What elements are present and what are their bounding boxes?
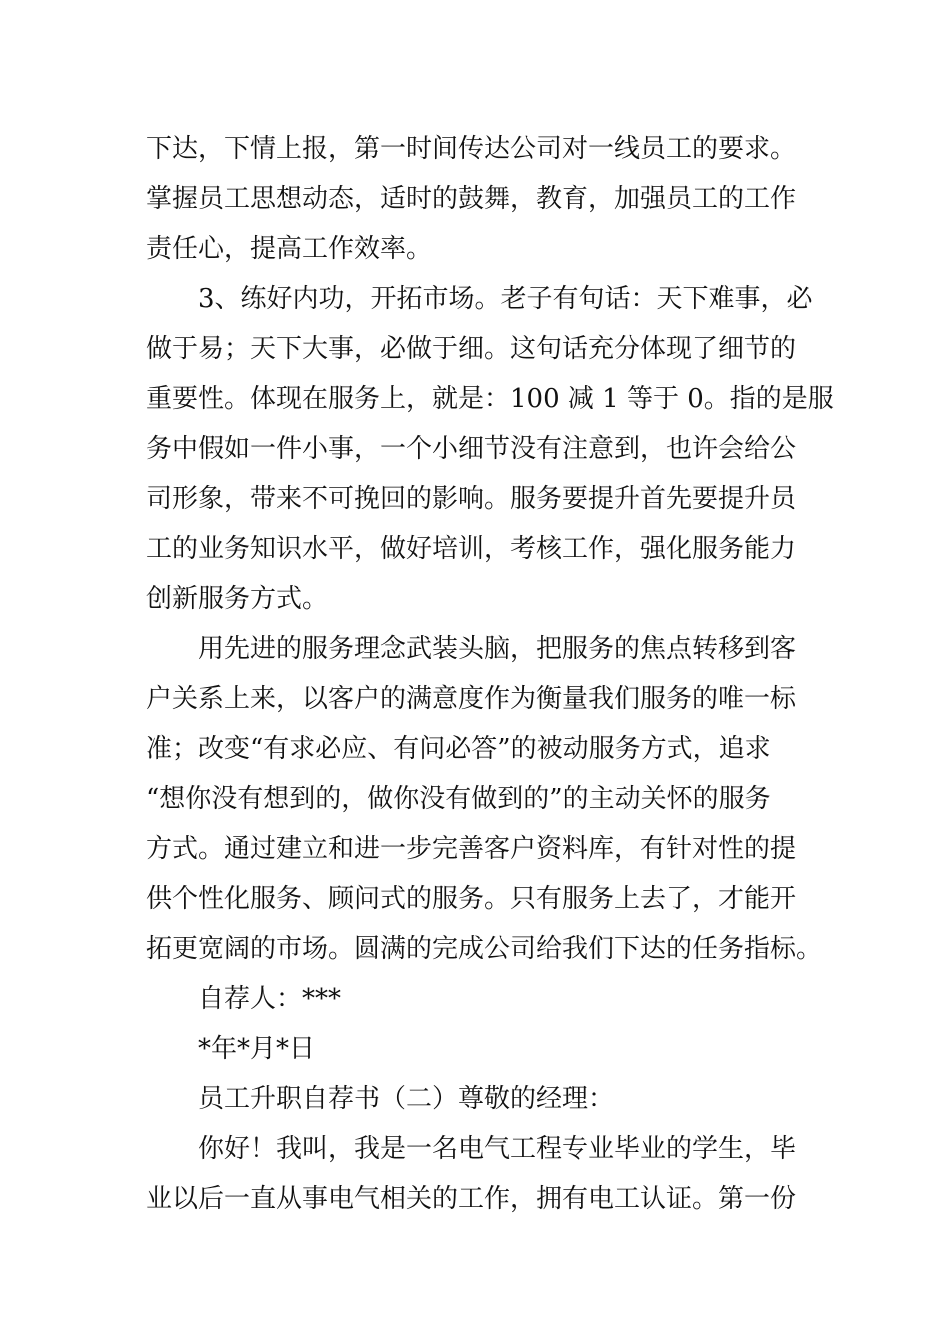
text-line: 创新服务方式。 <box>146 584 329 614</box>
text-line: 供个性化服务、顾问式的服务。只有服务上去了，才能开 <box>146 884 797 914</box>
section-heading: 员工升职自荐书（二）尊敬的经理： <box>198 1084 615 1114</box>
text-line: 责任心，提高工作效率。 <box>146 234 433 264</box>
text-line: 拓更宽阔的市场。圆满的完成公司给我们下达的任务指标。 <box>146 934 823 964</box>
text-line: 掌握员工思想动态，适时的鼓舞，教育，加强员工的工作 <box>146 184 797 214</box>
text-line: 司形象，带来不可挽回的影响。服务要提升首先要提升员 <box>146 484 797 514</box>
paragraph-start-line: 你好！我叫，我是一名电气工程专业毕业的学生，毕 <box>198 1134 797 1164</box>
text-line: 户关系上来，以客户的满意度作为衡量我们服务的唯一标 <box>146 684 797 714</box>
document-body <box>146 124 834 1224</box>
text-line: 准；改变“有求必应、有问必答”的被动服务方式，追求 <box>146 734 771 764</box>
paragraph-start-line: 3、练好内功，开拓市场。老子有句话：天下难事，必 <box>198 284 813 314</box>
text-line: 务中假如一件小事，一个小细节没有注意到，也许会给公 <box>146 434 797 464</box>
text-line: 重要性。体现在服务上，就是：100 减 1 等于 0。指的是服 <box>146 384 834 414</box>
text-line: “想你没有想到的，做你没有做到的”的主动关怀的服务 <box>146 784 771 814</box>
date-line: *年*月*日 <box>198 1034 316 1064</box>
text-line: 工的业务知识水平，做好培训，考核工作，强化服务能力 <box>146 534 797 564</box>
paragraph-start-line: 用先进的服务理念武装头脑，把服务的焦点转移到客 <box>198 634 797 664</box>
text-line: 做于易；天下大事，必做于细。这句话充分体现了细节的 <box>146 334 797 364</box>
signature-line: 自荐人：*** <box>198 984 342 1014</box>
text-line: 方式。通过建立和进一步完善客户资料库，有针对性的提 <box>146 834 797 864</box>
text-line: 下达，下情上报，第一时间传达公司对一线员工的要求。 <box>146 134 797 164</box>
text-line: 业以后一直从事电气相关的工作，拥有电工认证。第一份 <box>146 1184 797 1214</box>
